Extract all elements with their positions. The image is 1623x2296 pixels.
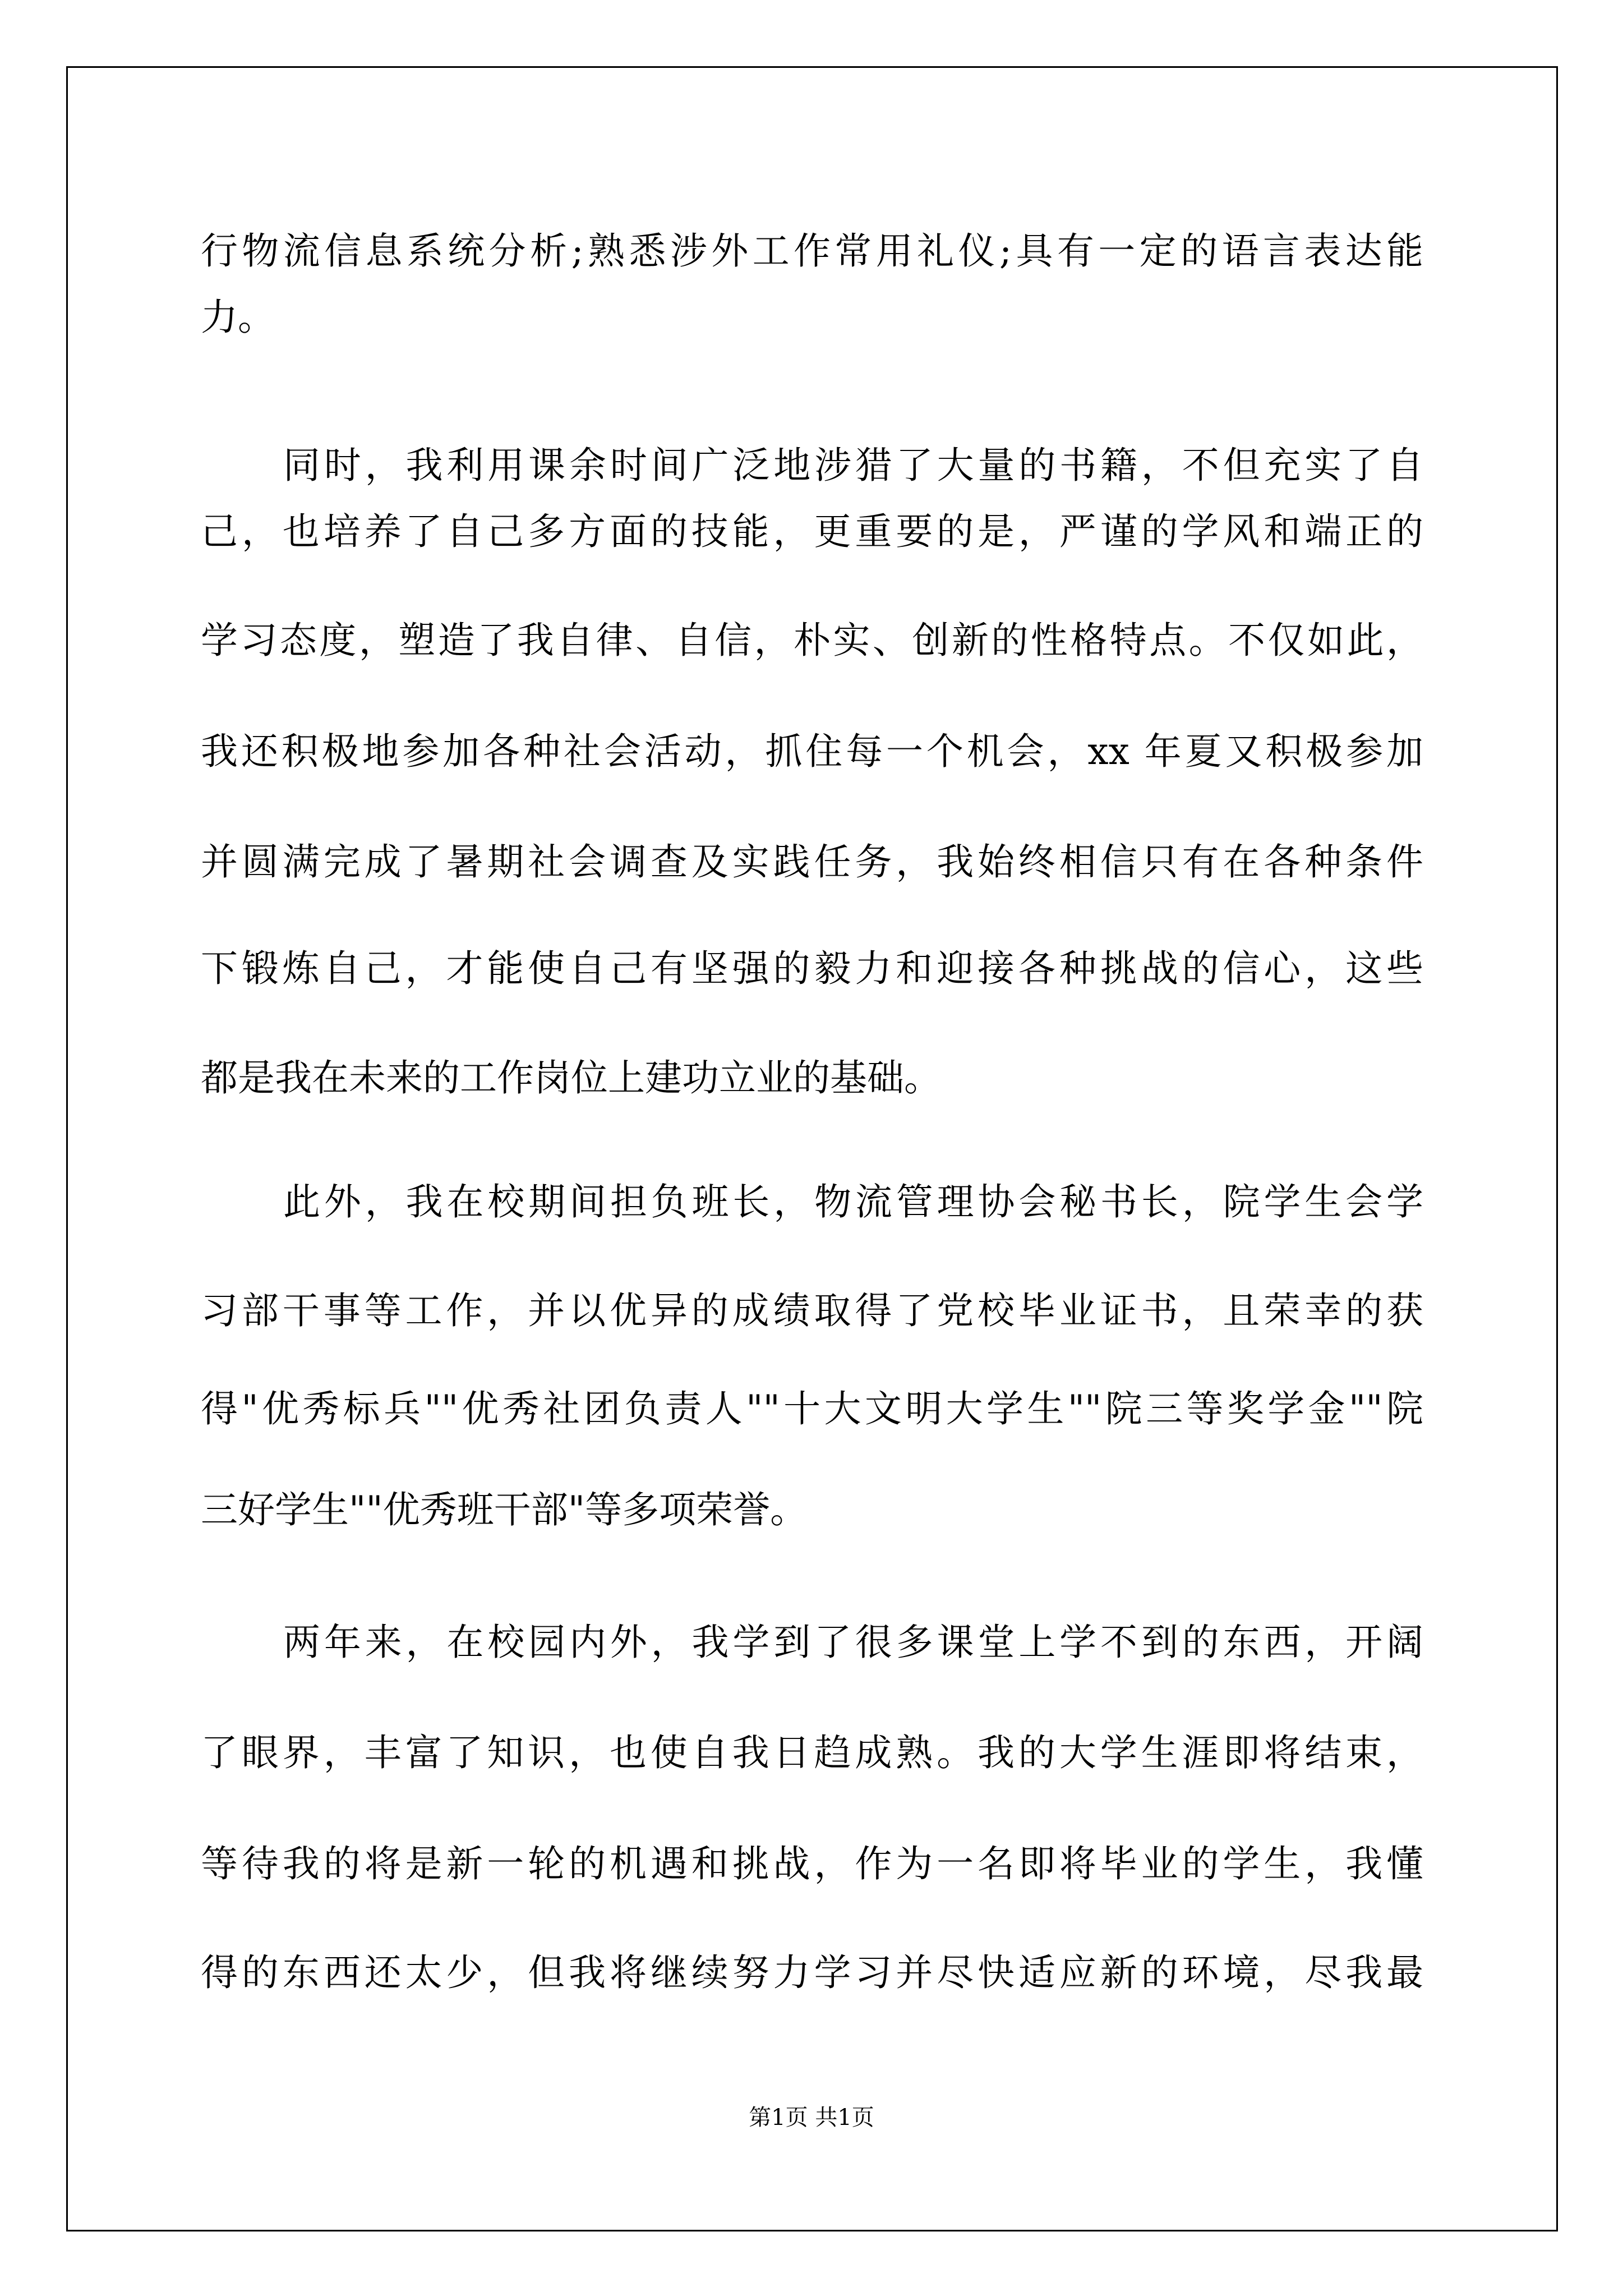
- page-frame: [66, 66, 1558, 2231]
- text-line: 得的东西还太少，但我将继续努力学习并尽快适应新的环境，尽我最: [201, 1951, 1423, 1994]
- text-line: 并圆满完成了暑期社会调查及实践任务，我始终相信只有在各种条件: [201, 840, 1423, 884]
- text-line: 我还积极地参加各种社会活动，抓住每一个机会，xx 年夏又积极参加: [201, 730, 1423, 773]
- text-line: 己，也培养了自己多方面的技能，更重要的是，严谨的学风和端正的: [201, 510, 1423, 553]
- text-line: 都是我在未来的工作岗位上建功立业的基础。: [201, 1056, 941, 1099]
- text-line: 了眼界，丰富了知识，也使自我日趋成熟。我的大学生涯即将结束，: [201, 1731, 1423, 1774]
- text-line: 习部干事等工作，并以优异的成绩取得了党校毕业证书，且荣幸的获: [201, 1289, 1423, 1332]
- text-line: 得"优秀标兵""优秀社团负责人""十大文明大学生""院三等奖学金""院: [201, 1387, 1423, 1430]
- text-line: 等待我的将是新一轮的机遇和挑战，作为一名即将毕业的学生，我懂: [201, 1842, 1423, 1885]
- paragraph-start-line: 同时，我利用课余时间广泛地涉猎了大量的书籍，不但充实了自: [283, 444, 1423, 487]
- paragraph-start-line: 两年来，在校园内外，我学到了很多课堂上学不到的东西，开阔: [283, 1621, 1423, 1664]
- paragraph-start-line: 此外，我在校期间担负班长，物流管理协会秘书长，院学生会学: [283, 1180, 1423, 1223]
- text-line: 力。: [201, 296, 275, 339]
- text-line: 下锻炼自己，才能使自己有坚强的毅力和迎接各种挑战的信心，这些: [201, 947, 1423, 990]
- text-line: 行物流信息系统分析;熟悉涉外工作常用礼仪;具有一定的语言表达能: [201, 229, 1423, 273]
- page-number-footer: 第1页 共1页: [749, 2105, 874, 2131]
- text-line: 三好学生""优秀班干部"等多项荣誉。: [201, 1488, 808, 1531]
- text-line: 学习态度，塑造了我自律、自信，朴实、创新的性格特点。不仅如此，: [201, 619, 1423, 662]
